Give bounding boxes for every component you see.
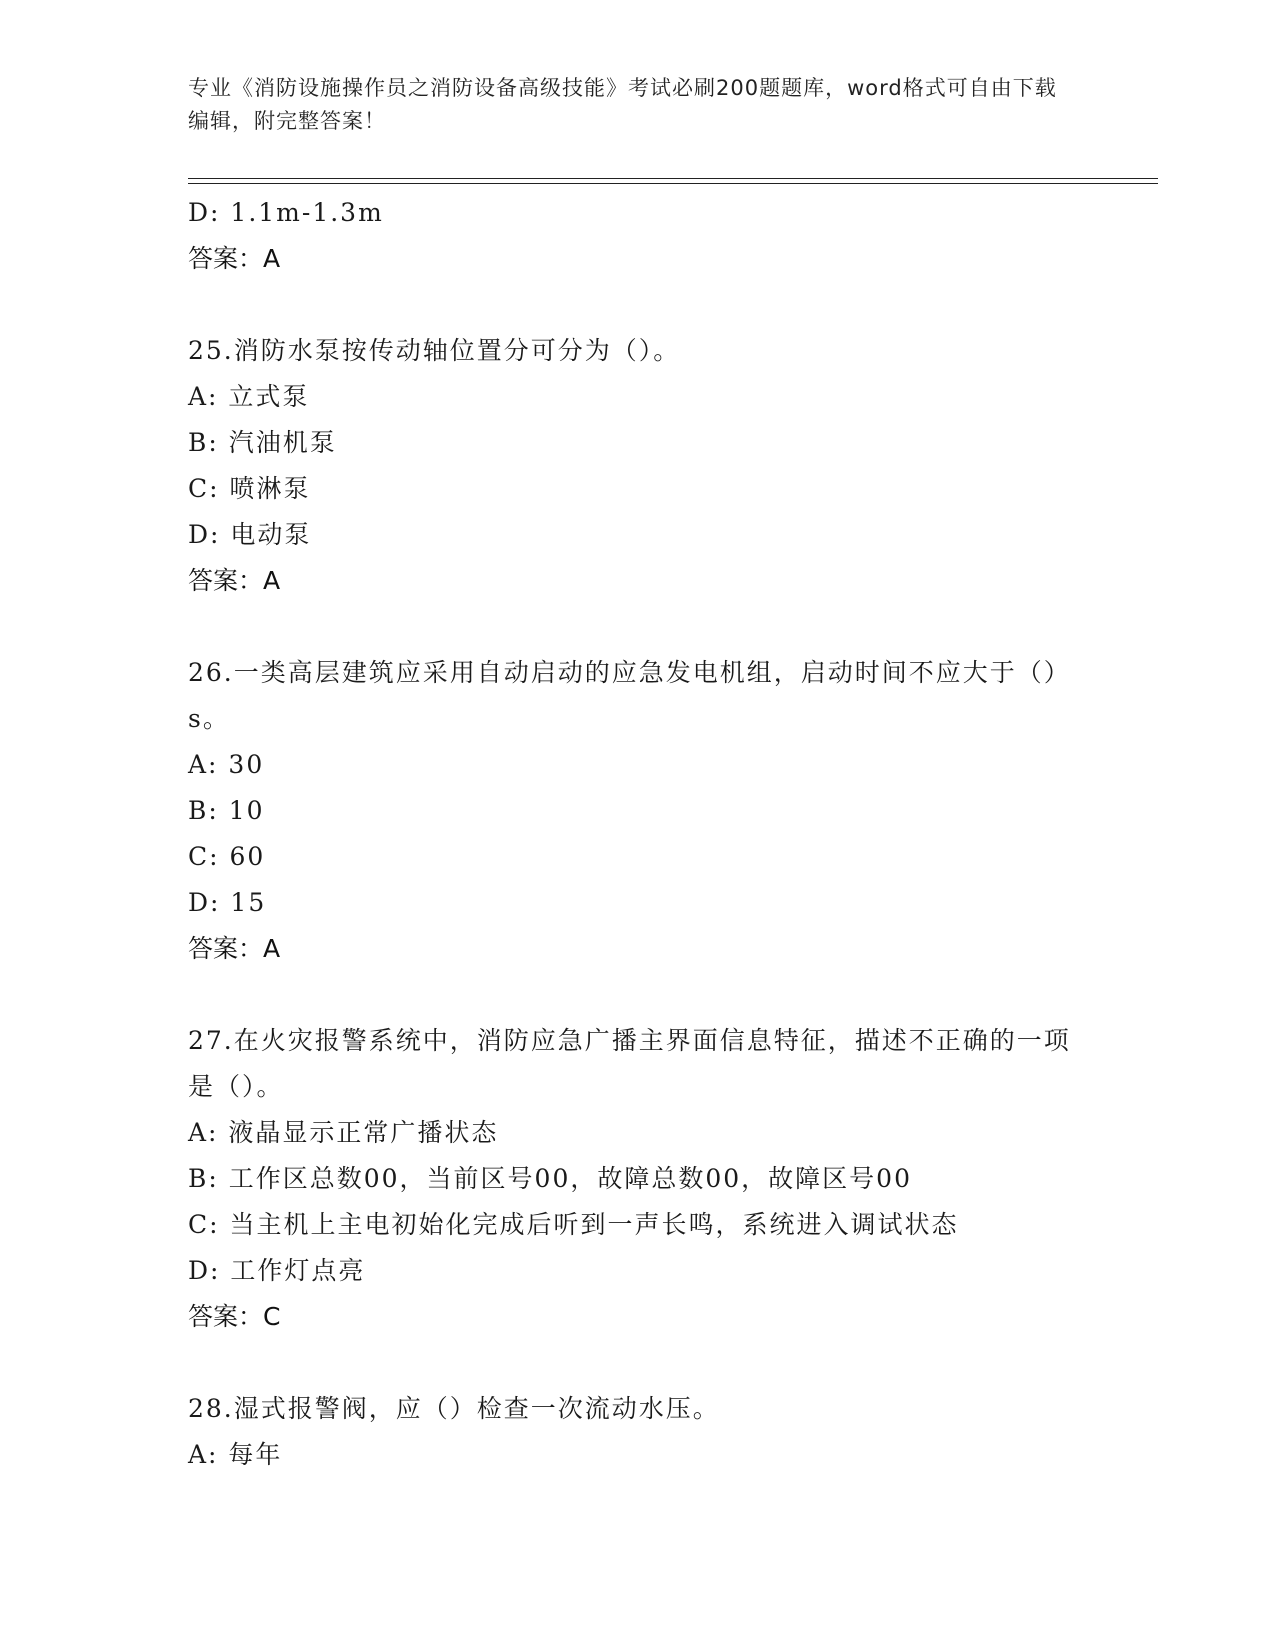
option-d: D: 工作灯点亮: [188, 1256, 366, 1285]
question-text: 27.在火灾报警系统中，消防应急广播主界面信息特征，描述不正确的一项是（）。: [188, 1026, 1071, 1101]
question-list: [188, 190, 1088, 1478]
option-b: B: 工作区总数00，当前区号00，故障总数00，故障区号00: [188, 1164, 912, 1193]
option-a: A: 每年: [188, 1440, 283, 1469]
question-block-28: [188, 1386, 1088, 1478]
answer: 答案：A: [188, 244, 281, 273]
option-b: B: 10: [188, 796, 265, 825]
answer: 答案：C: [188, 1302, 281, 1331]
question-block-24: [188, 190, 1088, 282]
option-d: D: 1.1m-1.3m: [188, 198, 384, 227]
option-d: D: 电动泵: [188, 520, 312, 549]
option-a: A: 30: [188, 750, 265, 779]
option-c: C: 喷淋泵: [188, 474, 311, 503]
document-header: 专业《消防设施操作员之消防设备高级技能》考试必刷200题题库，word格式可自由下载编辑，附完整答案！: [188, 76, 1057, 133]
question-block-26: [188, 650, 1088, 972]
header-divider-top: [188, 178, 1158, 179]
option-d: D: 15: [188, 888, 267, 917]
option-a: A: 立式泵: [188, 382, 310, 411]
header-divider-bottom: [188, 183, 1158, 184]
option-c: C: 60: [188, 842, 266, 871]
question-block-25: [188, 328, 1088, 604]
question-block-27: [188, 1018, 1088, 1340]
option-b: B: 汽油机泵: [188, 428, 337, 457]
question-text: 25.消防水泵按传动轴位置分可分为（）。: [188, 336, 681, 365]
option-c: C: 当主机上主电初始化完成后听到一声长鸣，系统进入调试状态: [188, 1210, 959, 1239]
answer: 答案：A: [188, 566, 281, 595]
answer: 答案：A: [188, 934, 281, 963]
question-text: 26.一类高层建筑应采用自动启动的应急发电机组，启动时间不应大于（）s。: [188, 658, 1071, 733]
option-a: A: 液晶显示正常广播状态: [188, 1118, 499, 1147]
question-text: 28.湿式报警阀，应（）检查一次流动水压。: [188, 1394, 720, 1423]
